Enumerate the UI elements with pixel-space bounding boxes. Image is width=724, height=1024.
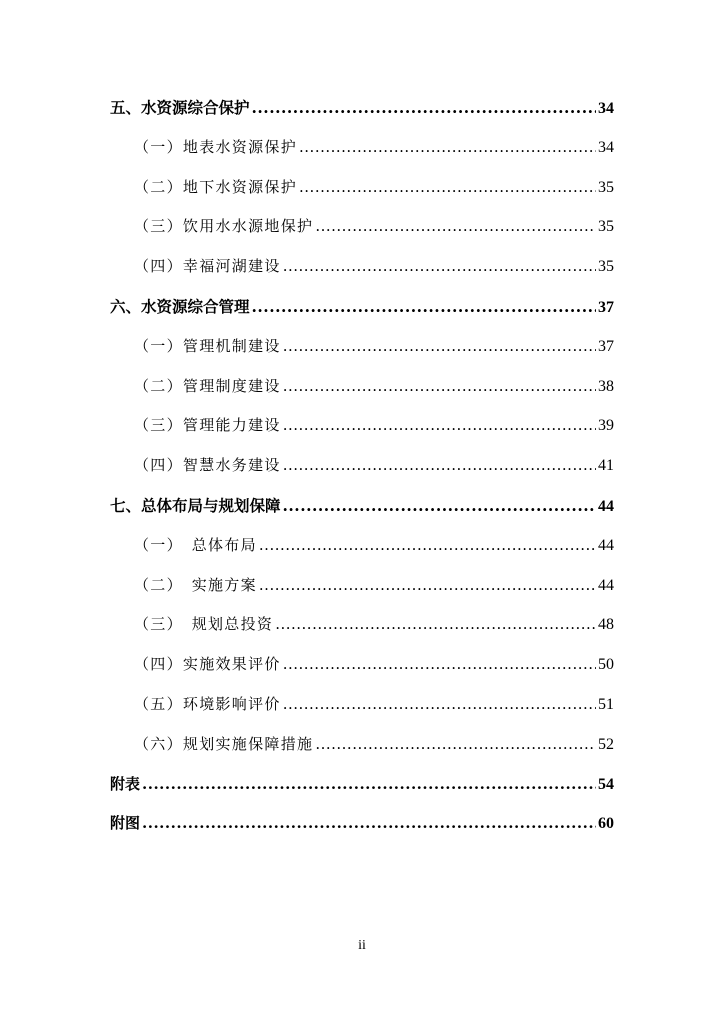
toc-entry-section-6[interactable] [110,287,614,327]
toc-dot-leader [283,486,596,526]
toc-entry-page: 54 [598,775,614,793]
toc-entry-section-6-1[interactable] [110,327,614,367]
toc-entry-section-7-4[interactable] [110,645,614,685]
toc-entry-page: 34 [598,138,614,156]
toc-entry-title: （三）管理能力建设 [134,416,281,435]
toc-entry-title: （四）实施效果评价 [134,655,281,674]
toc-entry-title: （一）地表水资源保护 [134,137,298,156]
toc-entry-title: 附表 [110,774,141,793]
toc-entry-section-6-3[interactable] [110,406,614,446]
toc-entry-title: （二） 实施方案 [134,575,257,594]
toc-entry-section-7-6[interactable] [110,725,614,765]
toc-entry-page: 52 [598,735,614,753]
toc-entry-section-6-2[interactable] [110,367,614,407]
toc-entry-page: 35 [598,218,614,236]
toc-entry-page: 51 [598,695,614,713]
toc-entry-section-7[interactable] [110,486,614,526]
toc-entry-section-5[interactable] [110,88,614,128]
toc-entry-section-7-5[interactable] [110,685,614,725]
toc-entry-appendix-tables[interactable] [110,765,614,805]
toc-dot-leader [283,406,596,446]
toc-entry-title: （四）智慧水务建设 [134,456,281,475]
toc-dot-leader [275,605,596,645]
toc-dot-leader [142,804,596,844]
toc-entry-title: （六）规划实施保障措施 [134,734,314,753]
toc-dot-leader [283,685,596,725]
toc-dot-leader [283,645,596,685]
toc-dot-leader [252,88,596,128]
toc-entry-section-7-3[interactable] [110,605,614,645]
toc-entry-page: 44 [598,536,614,554]
toc-entry-title: 五、水资源综合保护 [110,98,250,117]
toc-entry-page: 44 [598,497,614,515]
toc-entry-page: 50 [598,656,614,674]
toc-entry-page: 38 [598,377,614,395]
toc-dot-leader [252,287,596,327]
toc-entry-page: 37 [598,298,614,316]
toc-dot-leader [283,367,596,407]
toc-dot-leader [259,566,596,606]
toc-entry-title: （三） 规划总投资 [134,615,274,634]
toc-dot-leader [299,128,596,168]
toc-dot-leader [283,327,596,367]
toc-entry-page: 60 [598,815,614,833]
toc-entry-page: 48 [598,616,614,634]
toc-entry-section-7-1[interactable] [110,526,614,566]
toc-entry-title: （四）幸福河湖建设 [134,257,281,276]
toc-entry-title: （一） 总体布局 [134,535,257,554]
toc-dot-leader [299,168,596,208]
toc-entry-title: 六、水资源综合管理 [110,296,250,316]
toc-entry-section-5-1[interactable] [110,128,614,168]
toc-entry-page: 37 [598,337,614,355]
table-of-contents [110,88,614,844]
toc-entry-title: （三）饮用水水源地保护 [134,217,314,236]
toc-entry-section-5-2[interactable] [110,168,614,208]
toc-entry-section-7-2[interactable] [110,566,614,606]
toc-entry-section-5-3[interactable] [110,207,614,247]
toc-dot-leader [315,725,596,765]
toc-entry-title: （二）地下水资源保护 [134,177,298,196]
toc-entry-page: 41 [598,457,614,475]
toc-entry-title: （一）管理机制建设 [134,336,281,355]
toc-dot-leader [142,765,596,805]
toc-entry-page: 35 [598,178,614,196]
toc-dot-leader [283,247,596,287]
toc-entry-page: 39 [598,417,614,435]
toc-entry-page: 35 [598,258,614,276]
toc-entry-section-6-4[interactable] [110,446,614,486]
toc-entry-page: 34 [598,100,614,117]
toc-entry-title: （五）环境影响评价 [134,694,281,713]
toc-dot-leader [315,207,596,247]
toc-dot-leader [259,526,596,566]
page-number: ii [358,938,366,953]
toc-entry-section-5-4[interactable] [110,247,614,287]
toc-dot-leader [283,446,596,486]
toc-entry-appendix-figures[interactable] [110,804,614,844]
toc-entry-title: 七、总体布局与规划保障 [110,495,281,515]
toc-entry-title: （二）管理制度建设 [134,376,281,395]
toc-entry-page: 44 [598,576,614,594]
toc-entry-title: 附图 [110,814,141,833]
